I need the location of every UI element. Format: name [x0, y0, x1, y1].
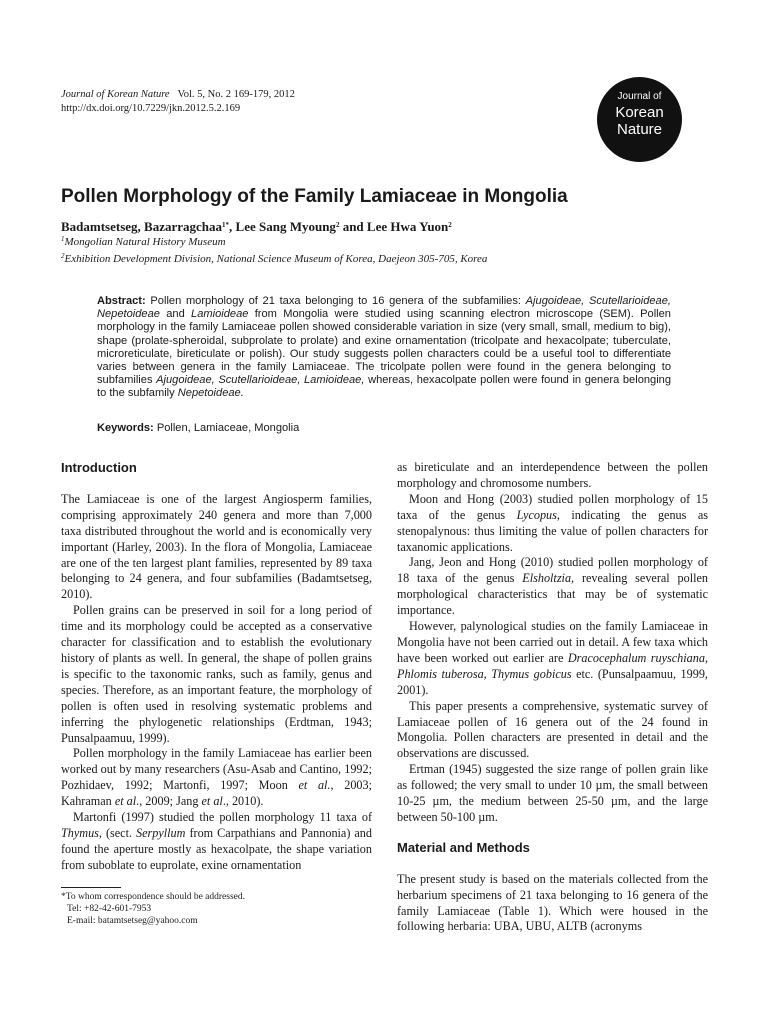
text-run: Pollen morphology in the family Lamiaceae has earlier been worked out by many researchers (Asu-Asab and Cantino, 1992; Pozhidaev, 1992; Martonfi, 1997; Moon	[61, 746, 372, 793]
paragraph: Ertman (1945) suggested the size range of pollen grain like as followed; the very small to under 10 µm, the small between 10-25 µm, the medium between 25-50 µm, and the large between 50-100 µm.	[397, 762, 708, 824]
abstract-text: whereas, hexacolpate pollen were found in genera belonging to the subfamily	[97, 374, 672, 400]
abstract-label: Abstract:	[97, 295, 146, 307]
text-italic: Phlomis tuberosa, Thymus gobicus	[397, 666, 572, 681]
affiliation-1	[61, 236, 226, 248]
introduction-heading: Introduction	[61, 460, 137, 475]
paragraph: as bireticulate and an interdependence between the pollen morphology and chromosome numbers.	[397, 460, 708, 490]
methods-heading: Material and Methods	[397, 839, 530, 855]
abstract-text: from Mongolia were studied using scanning electron microscope (SEM). Pollen morphology in the family Lamiaceae pollen showed considerable variation in size (very small, small, medium to big), shape (prolate-spheroidal, subprolate to prolate) and exine ornamentation (tricolpate and hexacolpate; tuberculate, microreticulate, bireticulate or polish). Our study suggests pollen characters could be a useful tool to differentiate varies between genera in the family Lamiaceae. The tricolpate pollen were found in the genera belonging to subfamilies	[97, 308, 671, 387]
text-run: , (sect.	[98, 825, 137, 840]
text-italic: et al	[201, 794, 223, 809]
journal-logo	[597, 77, 682, 162]
paragraph: This paper presents a comprehensive, systematic survey of Lamiaceae pollen of 16 genera out of the 24 found in Mongolia. Pollen characters are presented in detail and the observations are discussed.	[397, 698, 708, 761]
affiliation-2-text: Exhibition Development Division, National Science Museum of Korea, Daejeon 305-705, Korea	[64, 253, 488, 265]
keywords	[97, 422, 299, 434]
text-run: Martonfi (1997) studied the pollen morphology 11 taxa of	[73, 810, 372, 825]
text-run: 2003; Kahraman	[61, 778, 372, 809]
text-italic: Lycopus,	[516, 507, 560, 522]
affiliation-1-text: Mongolian Natural History Museum	[64, 236, 226, 248]
logo-line1: Journal of	[617, 91, 662, 102]
paragraph	[397, 555, 708, 619]
journal-info	[61, 88, 295, 116]
text-italic: Serpyllum	[136, 825, 186, 840]
footnote	[61, 891, 245, 927]
footnote-tel: Tel: +82-42-601-7953	[67, 904, 152, 914]
author-2-sup: 2	[335, 221, 340, 229]
author-1-sup: 1*	[222, 221, 230, 229]
paragraph: The Lamiaceae is one of the largest Angiosperm families, comprising approximately 240 genera and more than 7,000 taxa distributed throughout the world and is economically very important (Harley, 2003). In the flora of Mongolia, Lamiaceae are one of the ten largest plant families, represented by 89 taxa belonging to 24 genera, and four subfamilies (Badamtsetseg, 2010).	[61, 491, 372, 602]
text-run: However, palynological studies on the family Lamiaceae in Mongolia have not been carried out in detail. A few taxa which have been worked out earlier are	[397, 619, 708, 665]
abstract-italic: Ajugoideae, Scutellarioideae, Nepetoideae	[97, 295, 671, 321]
paragraph	[397, 492, 708, 556]
keywords-label: Keywords:	[97, 422, 154, 434]
footnote-email[interactable]: E-mail: batamtsetseg@yahoo.com	[67, 916, 198, 926]
text-run: Jang, Jeon and Hong (2010) studied pollen morphology of 18 taxa of the genus	[397, 555, 708, 586]
keywords-value: Pollen, Lamiaceae, Mongolia	[156, 422, 300, 434]
journal-volume: Vol. 5, No. 2 169-179, 2012	[177, 89, 295, 100]
text-run: ,	[704, 650, 708, 665]
logo-line3: Nature	[616, 121, 663, 138]
text-italic: et al	[114, 794, 137, 809]
text-run: ., 2010).	[222, 794, 264, 809]
author-1: Badamtsetseg, Bazarragchaa	[61, 219, 223, 234]
paragraph	[397, 619, 708, 699]
text-run: revealing several pollen morphological characteristics that may be of systematic importance.	[397, 571, 708, 618]
affiliation-1-sup: 1	[61, 235, 65, 243]
author-2: , Lee Sang Myoung	[229, 219, 336, 234]
footnote-correspondence: *To whom correspondence should be addressed.	[61, 892, 246, 902]
affiliation-2-sup: 2	[61, 252, 65, 260]
text-italic: Thymus	[61, 825, 99, 840]
journal-doi[interactable]: http://dx.doi.org/10.7229/jkn.2012.5.2.169	[61, 103, 241, 114]
abstract	[97, 295, 671, 401]
author-3: and Lee Hwa Yuon	[339, 219, 449, 234]
text-run: ., 2009; Jang	[136, 794, 202, 809]
text-run: indicating the genus as stenopalynous: thus limiting the value of pollen characters for taxanomic applications.	[397, 507, 708, 554]
journal-citation	[61, 88, 295, 102]
journal-name: Journal of Korean Nature	[61, 89, 170, 100]
abstract-italic: Nepetoideae.	[177, 387, 244, 400]
text-italic: Elsholtzia,	[522, 571, 575, 586]
author-list	[61, 219, 452, 235]
abstract-text: and	[159, 308, 192, 321]
logo-line2: Korean	[615, 104, 664, 121]
author-3-sup: 2	[448, 221, 452, 229]
left-column	[61, 460, 372, 874]
paper-title: Pollen Morphology of the Family Lamiaceae in Mongolia	[61, 186, 568, 207]
right-column	[397, 460, 708, 935]
text-run: Moon and Hong (2003) studied pollen morphology of 15 taxa of the genus	[397, 491, 708, 522]
paragraph	[61, 746, 372, 810]
text-italic: et al.,	[298, 778, 334, 793]
affiliation-2	[61, 253, 487, 265]
text-italic: Dracocephalum ruyschiana	[567, 650, 705, 665]
abstract-text: Pollen morphology of 21 taxa belonging to 16 genera of the subfamilies:	[150, 295, 526, 307]
abstract-italic: Ajugoideae, Scutellarioideae, Lamioideae,	[156, 374, 365, 387]
text-run: etc. (Punsalpaamuu, 1999, 2001).	[397, 666, 708, 697]
paragraph	[61, 810, 372, 874]
paragraph: Pollen grains can be preserved in soil for a long period of time and its morphology could be accepted as a conservative character for classification and to establish the evolutionary history of plants as well. In general, the shape of pollen grains is specific to the taxonomic ranks, such as family, genus and species. Therefore, as an important feature, the morphology of pollen is often used in resolving systematic problems and inferring the phylogenetic relationships (Erdtman, 1943; Punsalpaamuu, 1999).	[61, 603, 372, 745]
abstract-italic: Lamioideae	[191, 308, 249, 321]
footnote-divider	[61, 887, 121, 888]
text-run: from Carpathians and Pannonia) and found the aperture mostly as hexacolpate, the shape variation from suboblate to euprolate, exine ornamentation	[61, 825, 372, 872]
paragraph: The present study is based on the materials collected from the herbarium specimens of 21 taxa belonging to 16 genera of the family Lamiaceae (Table 1). Which were housed in the following herbaria: UBA, UBU, ALTB (acronyms	[397, 871, 708, 934]
